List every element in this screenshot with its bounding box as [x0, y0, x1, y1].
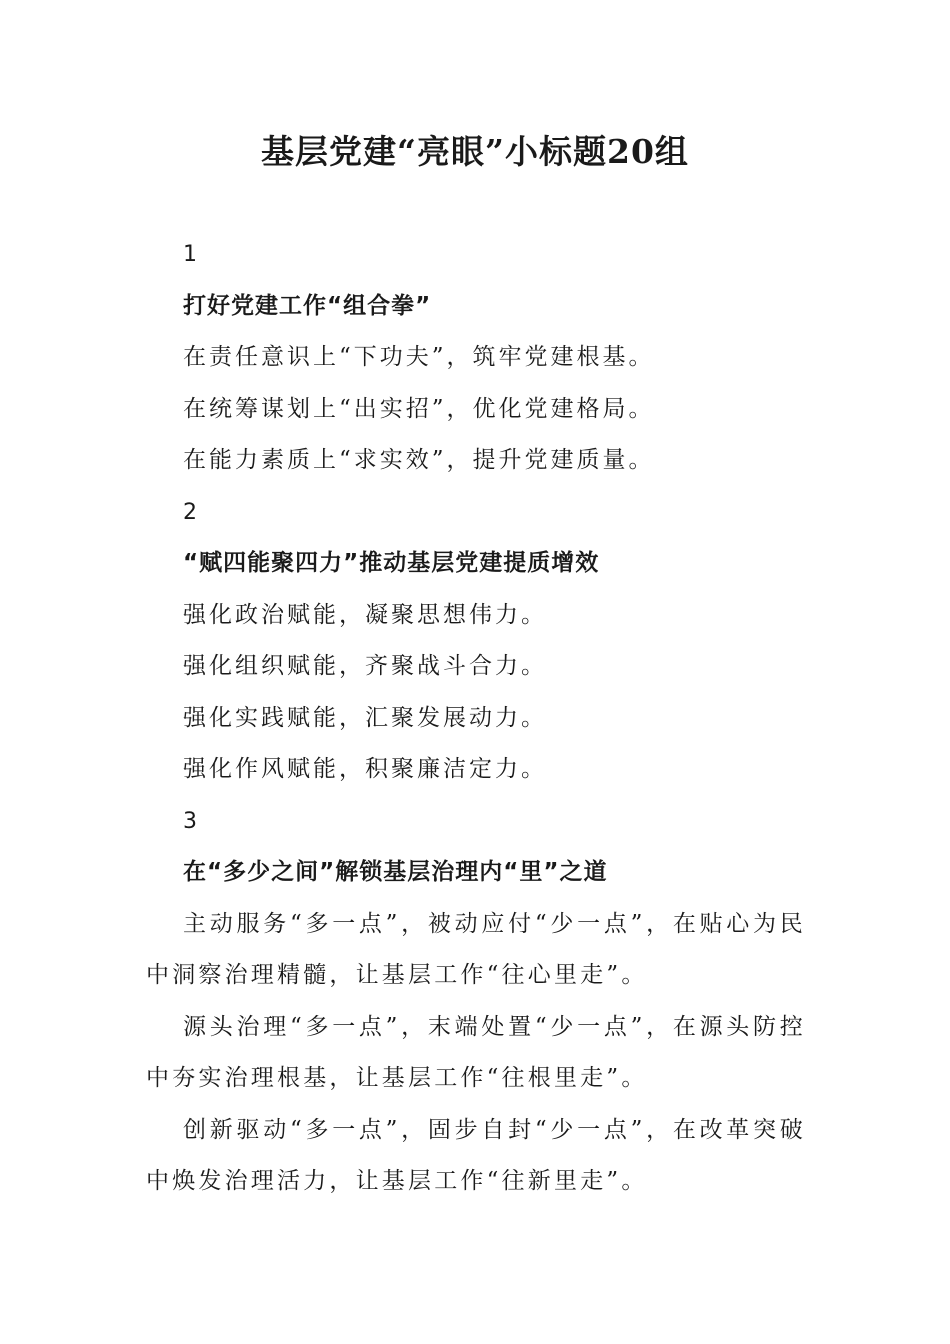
section-number: 1 — [183, 242, 197, 267]
section-item: 强化组织赋能，齐聚战斗合力。 — [183, 653, 547, 679]
section-1 — [146, 229, 806, 487]
section-item: 在责任意识上“下功夫”，筑牢党建根基。 — [183, 344, 655, 370]
section-paragraph: 源头治理“多一点”，末端处置“少一点”，在源头防控中夯实治理根基，让基层工作“往根里走”。 — [146, 1013, 806, 1091]
section-item: 强化作风赋能，积聚廉洁定力。 — [183, 756, 547, 782]
document-title: 基层党建“亮眼”小标题20组 — [261, 132, 689, 171]
section-paragraph: 主动服务“多一点”，被动应付“少一点”，在贴心为民中洞察治理精髓，让基层工作“往心里走”。 — [146, 910, 806, 988]
section-item: 在能力素质上“求实效”，提升党建质量。 — [183, 447, 655, 473]
section-item: 强化实践赋能，汇聚发展动力。 — [183, 704, 547, 731]
section-heading: 在“多少之间”解锁基层治理内“里”之道 — [183, 859, 608, 885]
document-body — [146, 229, 806, 1208]
section-heading: “赋四能聚四力”推动基层党建提质增效 — [183, 550, 600, 576]
section-number: 3 — [183, 808, 197, 834]
section-2 — [146, 487, 806, 796]
section-paragraph: 创新驱动“多一点”，固步自封“少一点”，在改革突破中焕发治理活力，让基层工作“往新里走”。 — [146, 1116, 806, 1194]
section-item: 在统筹谋划上“出实招”，优化党建格局。 — [183, 395, 655, 422]
section-heading: 打好党建工作“组合拳” — [183, 292, 432, 319]
section-number: 2 — [183, 499, 197, 525]
section-item: 强化政治赋能，凝聚思想伟力。 — [183, 601, 547, 628]
section-3 — [146, 796, 806, 1208]
